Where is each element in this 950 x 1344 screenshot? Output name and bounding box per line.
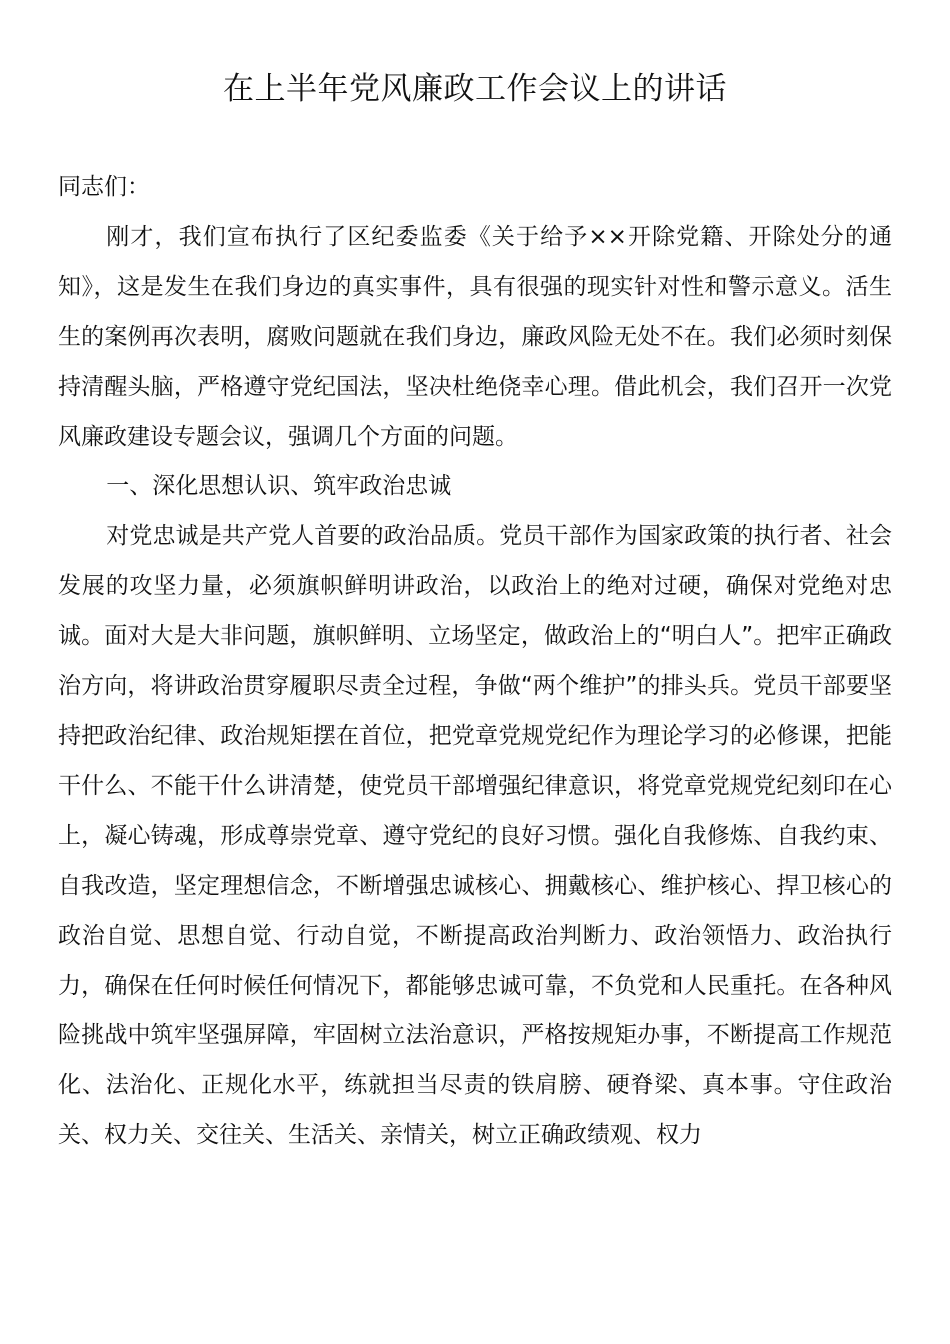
document-title: 在上半年党风廉政工作会议上的讲话 [223,71,727,107]
section-heading: 一、深化思想认识、筑牢政治忠诚 [106,473,452,500]
section-paragraph: 对党忠诚是共产党人首要的政治品质。党员干部作为国家政策的执行者、社会发展的攻坚力量，必须旗帜鲜明讲政治，以政治上的绝对过硬，确保对党绝对忠诚。面对大是大非问题，旗帜鲜明、立场坚定，做政治上的“明白人”。把牢正确政治方向，将讲政治贯穿履职尽责全过程，争做“两个维护”的排头兵。党员干部要坚持把政治纪律、政治规矩摆在首位，把党章党规党纪作为理论学习的必修课，把能干什么、不能干什么讲清楚，使党员干部增强纪律意识，将党章党规党纪刻印在心上，凝心铸魂，形成尊崇党章、遵守党纪的良好习惯。强化自我修炼、自我约束、自我改造，坚定理想信念，不断增强忠诚核心、拥戴核心、维护核心、捍卫核心的政治自觉、思想自觉、行动自觉，不断提高政治判断力、政治领悟力、政治执行力，确保在任何时候任何情况下，都能够忠诚可靠，不负党和人民重托。在各种风险挑战中筑牢坚强屏障，牢固树立法治意识，严格按规矩办事，不断提高工作规范化、法治化、正规化水平，练就担当尽责的铁肩膀、硬脊梁、真本事。守住政治关、权力关、交往关、生活关、亲情关，树立正确政绩观、权力 [58,523,892,1149]
opening-paragraph: 刚才，我们宣布执行了区纪委监委《关于给予××开除党籍、开除处分的通知》，这是发生在我们身边的真实事件，具有很强的现实针对性和警示意义。活生生的案例再次表明，腐败问题就在我们身边，廉政风险无处不在。我们必须时刻保持清醒头脑，严格遵守党纪国法，坚决杜绝侥幸心理。借此机会，我们召开一次党风廉政建设专题会议，强调几个方面的问题。 [58,223,892,450]
salutation: 同志们： [58,174,150,200]
document-body [58,163,892,1161]
